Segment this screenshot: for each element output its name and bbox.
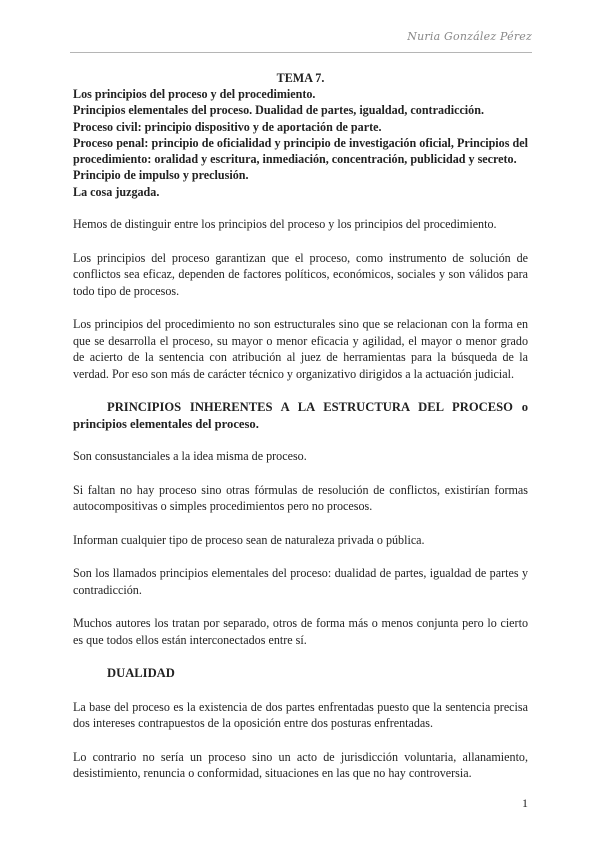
section-heading [73,399,528,432]
paragraph: Muchos autores los tratan por separado, otros de forma más o menos conjunta pero lo cierto es que todos ellos están interconectados entre sí. [73,616,528,647]
section-heading-line: PRINCIPIOS INHERENTES A LA ESTRUCTURA DEL PROCESO o [107,400,528,415]
header-author: Nuria González Pérez [407,30,532,43]
chapter-title: TEMA 7. [276,71,325,85]
topic-line: Proceso penal: principio de oficialidad y principio de investigación oficial, Principios del procedimiento: oralidad y escritura, inmediación, concentración, publicidad y secreto. [73,135,528,167]
topic-line: Proceso civil: principio dispositivo y de aportación de parte. [73,119,382,134]
topic-line: Principio de impulso y preclusión. [73,168,249,183]
page-number: 1 [522,796,528,810]
section-heading: DUALIDAD [107,666,175,681]
paragraph: Son consustanciales a la idea misma de proceso. [73,449,307,464]
section-heading-line: principios elementales del proceso. [73,416,259,431]
paragraph: Lo contrario no sería un proceso sino un acto de jurisdicción voluntaria, allanamiento, desistimiento, renuncia o conformidad, situaciones en las que no hay controversia. [73,749,528,781]
paragraph: Si faltan no hay proceso sino otras fórmulas de resolución de conflictos, existirían formas autocompositivas o simples procedimientos pero no procesos. [73,482,528,514]
topic-line: Principios elementales del proceso. Dualidad de partes, igualdad, contradicción. [73,103,484,118]
paragraph: Hemos de distinguir entre los principios del proceso y los principios del procedimiento. [73,217,497,232]
page-content [73,70,528,782]
paragraph: Los principios del procedimiento no son estructurales sino que se relacionan con la forma en que se desarrolla el proceso, su mayor o menor eficacia y agilidad, el mayor o menor grado de acierto de la sentencia con atribución al juez de herramientas para la búsqueda de la verdad. Por eso son más de carácter técnico y organizativo dirigidos a la actuación judicial. [73,317,528,381]
paragraph: La base del proceso es la existencia de dos partes enfrentadas puesto que la sentencia precisa dos intereses contrapuestos de la oposición entre dos posturas enfrentadas. [73,699,528,731]
header-divider [70,52,532,53]
topic-line: Los principios del proceso y del procedimiento. [73,87,316,101]
paragraph: Son los llamados principios elementales del proceso: dualidad de partes, igualdad de partes y contradicción. [73,566,528,597]
paragraph: Informan cualquier tipo de proceso sean de naturaleza privada o pública. [73,532,425,547]
paragraph: Los principios del proceso garantizan que el proceso, como instrumento de solución de conflictos sea eficaz, dependen de factores políticos, económicos, sociales y son válidos para todo tipo de procesos. [73,250,528,298]
topic-line: La cosa juzgada. [73,184,160,199]
